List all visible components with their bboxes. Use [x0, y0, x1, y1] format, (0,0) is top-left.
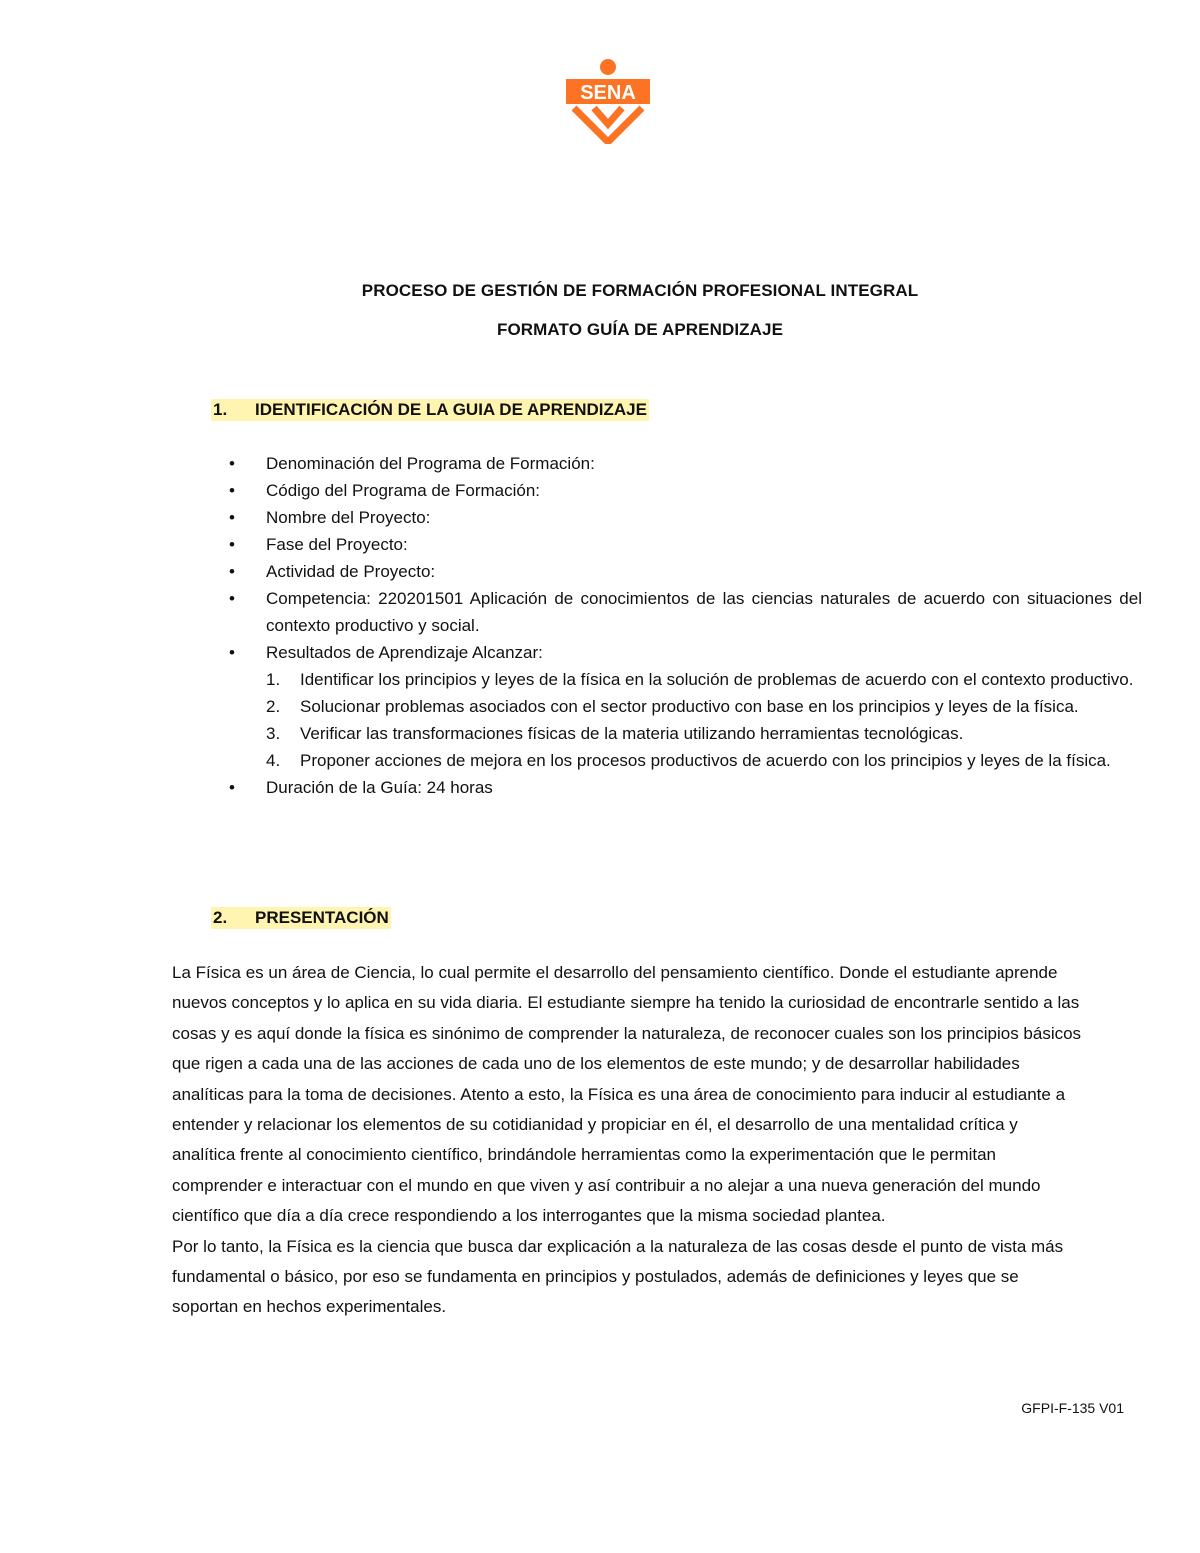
- list-item-project-name: • Nombre del Proyecto:: [226, 504, 1142, 531]
- document-title: PROCESO DE GESTIÓN DE FORMACIÓN PROFESIONAL INTEGRAL: [361, 281, 919, 300]
- section-2-title: PRESENTACIÓN: [255, 908, 389, 927]
- section-2-number: 2.: [213, 908, 228, 927]
- learning-results-label: Resultados de Aprendizaje Alcanzar:: [266, 643, 543, 662]
- logo-figure-inner: [594, 108, 622, 124]
- result-item: [266, 693, 1142, 720]
- section-1-title: IDENTIFICACIÓN DE LA GUIA DE APRENDIZAJE: [255, 400, 647, 419]
- logo-text: SENA: [580, 82, 636, 104]
- result-number: 2.: [266, 697, 281, 716]
- result-number: 3.: [266, 724, 281, 743]
- list-item-project-activity: • Actividad de Proyecto:: [226, 558, 1142, 585]
- list-item-program-name: • Denominación del Programa de Formación:: [226, 450, 1142, 477]
- list-item-learning-results: [226, 639, 1142, 774]
- section-1-number: 1.: [213, 400, 228, 419]
- presentation-paragraph-1: La Física es un área de Ciencia, lo cual permite el desarrollo del pensamiento científico. Donde el estudiante aprende nuevos conceptos y lo aplica en su vida diaria. El estudiante siempre ha tenido la curiosidad de encontrarle sentido a las cosas y es aquí donde la física es sinónimo de comprender la naturaleza, de reconocer cuales son los principios básicos que rigen a cada una de las acciones de cada uno de los elementos de este mundo; y de desarrollar habilidades analíticas para la toma de decisiones. Atento a esto, la Física es una área de conocimiento para inducir al estudiante a entender y relacionar los elementos de su cotidianidad y propiciar en él, el desarrollo de una mentalidad crítica y analítica frente al conocimiento científico, brindándole herramientas como la experimentación que le permitan comprender e interactuar con el mundo en que viven y así contribuir a no alejar a una nueva generación del mundo científico que día a día crece respondiendo a los interrogantes que la misma sociedad plantea.: [172, 963, 1082, 1226]
- result-text: Proponer acciones de mejora en los procesos productivos de acuerdo con los principios y leyes de la física.: [300, 751, 1111, 770]
- learning-results-list: [266, 666, 1142, 774]
- list-item-program-code: • Código del Programa de Formación:: [226, 477, 1142, 504]
- result-text: Identificar los principios y leyes de la física en la solución de problemas de acuerdo con el contexto productivo.: [300, 670, 1134, 689]
- document-subtitle: FORMATO GUÍA DE APRENDIZAJE: [496, 320, 784, 339]
- section-1-heading: [211, 399, 649, 421]
- list-item-project-phase: • Fase del Proyecto:: [226, 531, 1142, 558]
- section-2-heading: [211, 907, 391, 929]
- result-number: 1.: [266, 670, 281, 689]
- result-item: [266, 666, 1142, 693]
- list-item-competence: • Competencia: 220201501 Aplicación de conocimientos de las ciencias naturales de acuerdo con situaciones del contexto productivo y social.: [226, 585, 1142, 639]
- presentation-text: [172, 958, 1082, 1323]
- list-item-duration: • Duración de la Guía: 24 horas: [226, 774, 1142, 801]
- footer-form-code: GFPI-F-135 V01: [1021, 1400, 1124, 1416]
- identification-list: [226, 450, 1142, 801]
- presentation-paragraph-2: Por lo tanto, la Física es la ciencia que busca dar explicación a la naturaleza de las cosas desde el punto de vista más fundamental o básico, por eso se fundamenta en principios y postulados, además de definiciones y leyes que se soportan en hechos experimentales.: [172, 1236, 1064, 1317]
- result-text: Verificar las transformaciones físicas de la materia utilizando herramientas tecnológicas.: [300, 724, 964, 743]
- logo-head: [600, 59, 616, 75]
- result-number: 4.: [266, 751, 281, 770]
- result-item: [266, 720, 1142, 747]
- sena-logo: [560, 58, 656, 144]
- result-text: Solucionar problemas asociados con el sector productivo con base en los principios y leyes de la física.: [300, 697, 1079, 716]
- result-item: [266, 747, 1142, 774]
